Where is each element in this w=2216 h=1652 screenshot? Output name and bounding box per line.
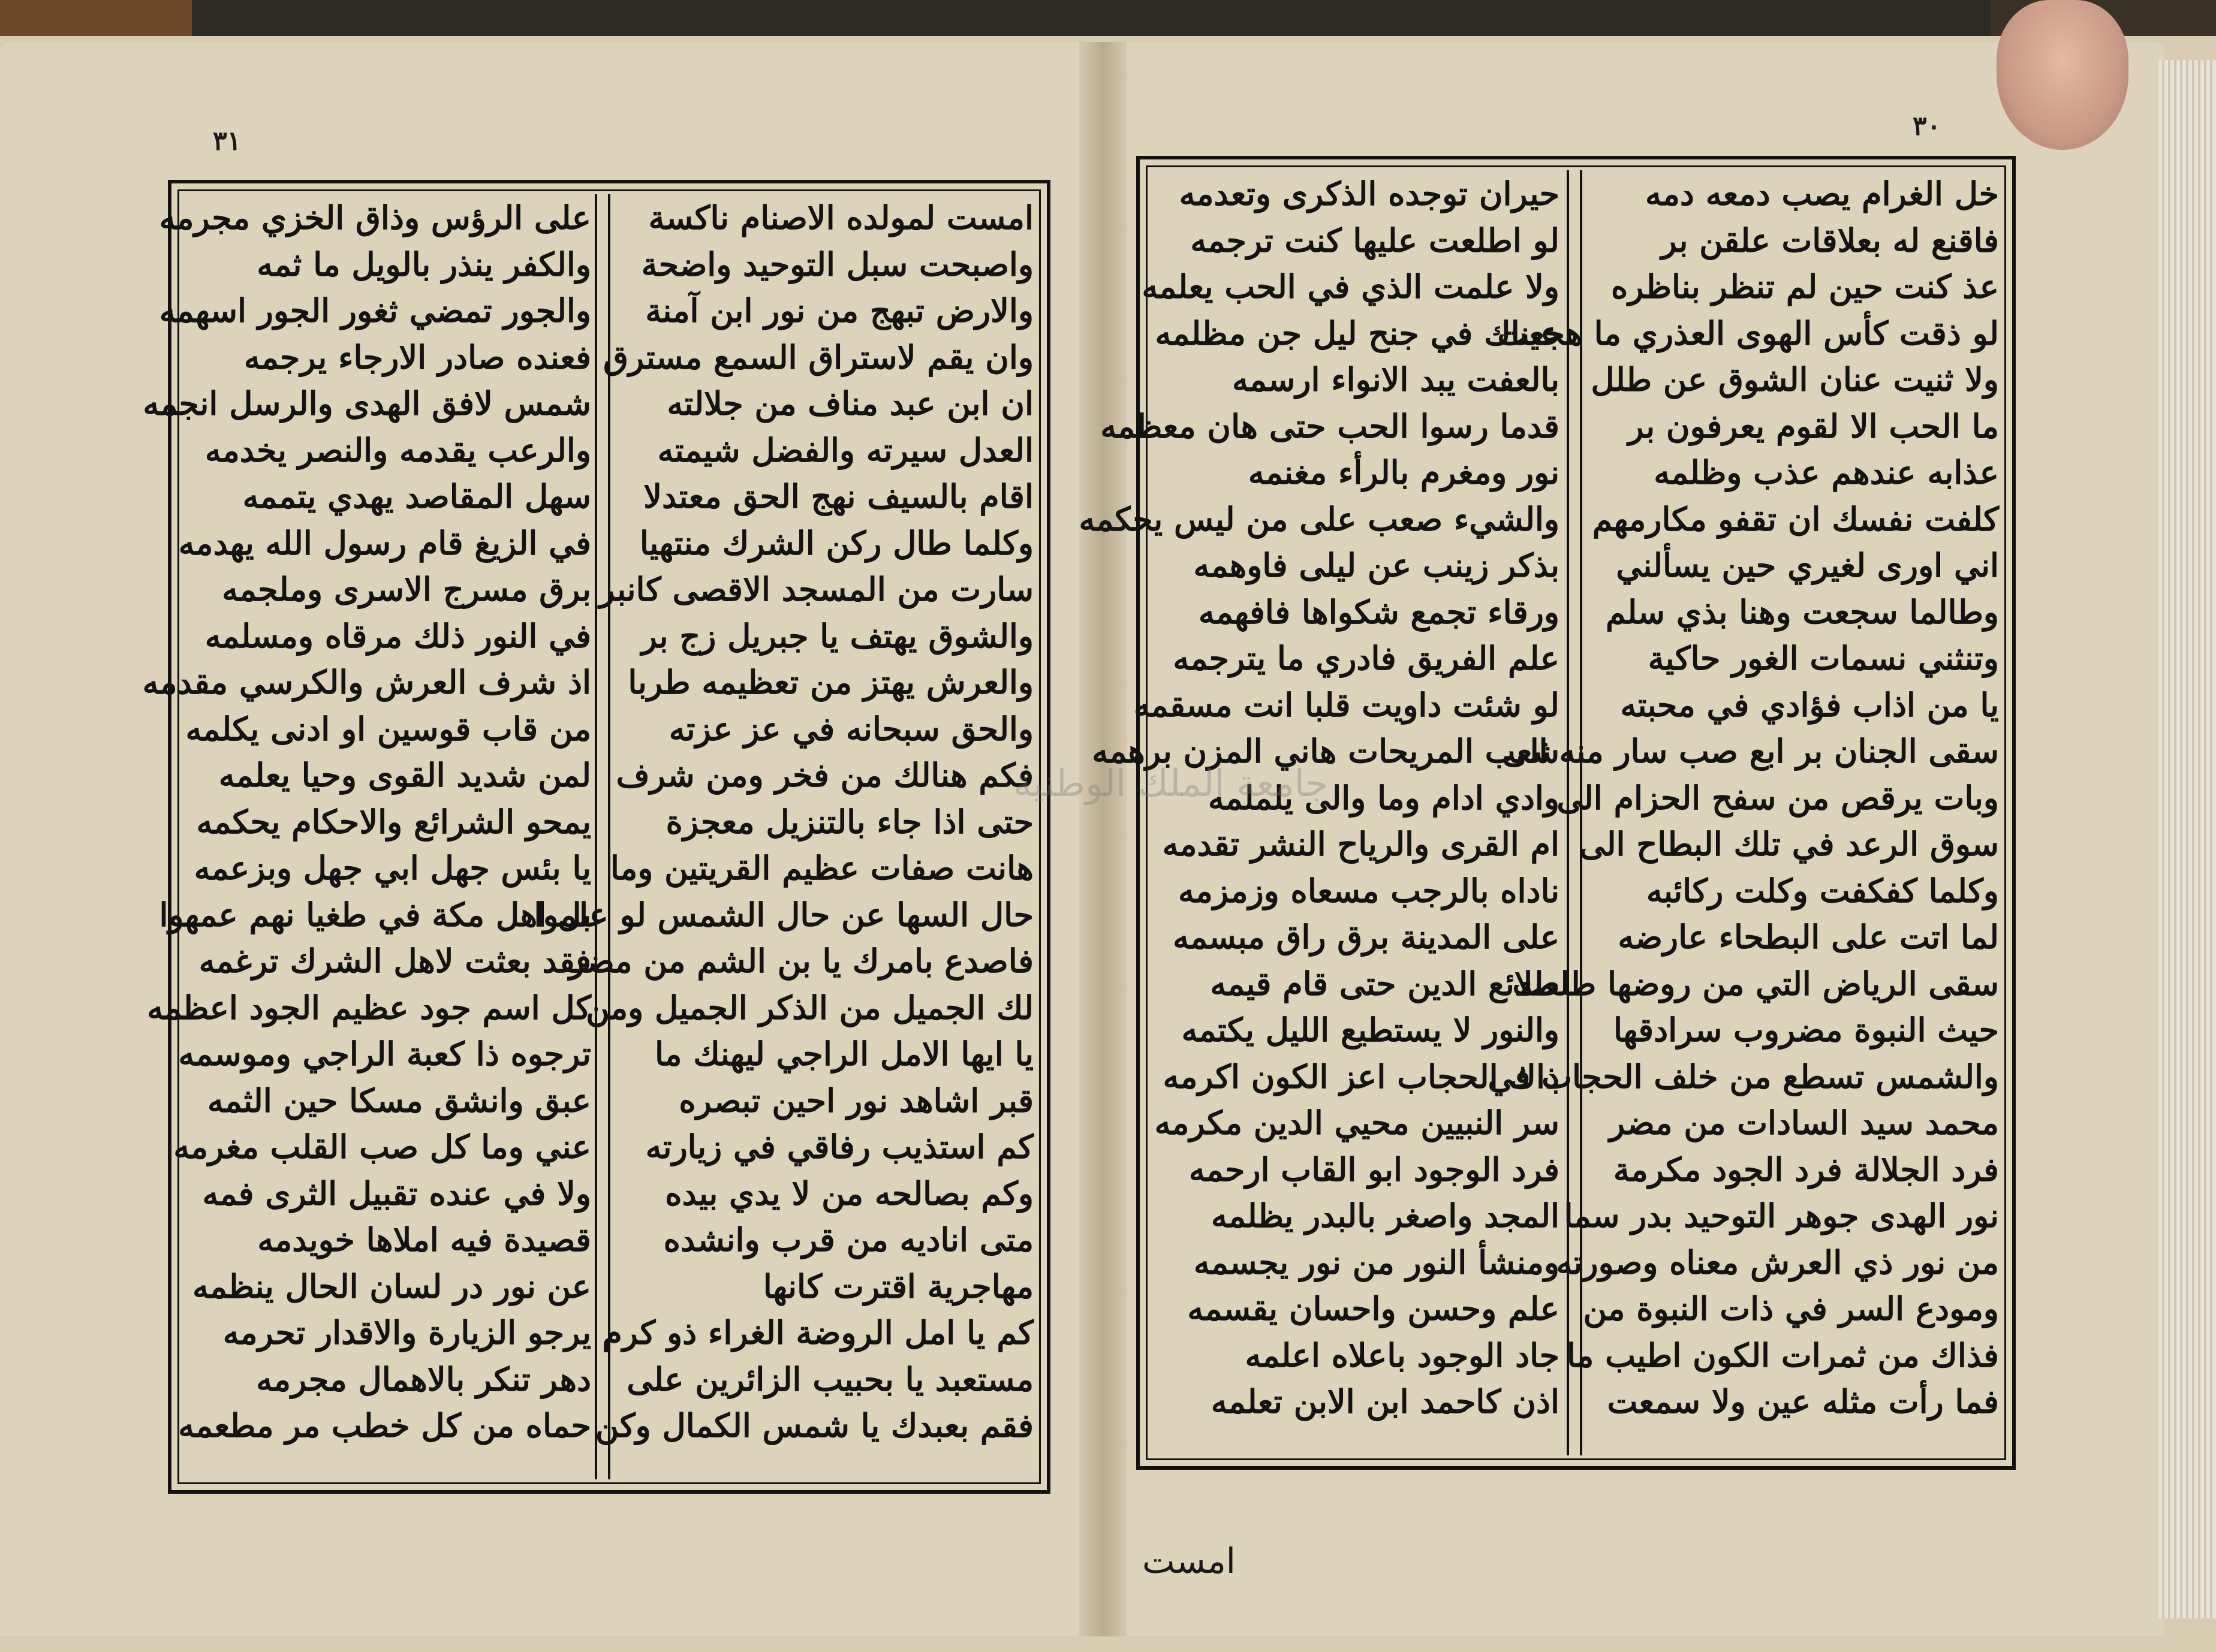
- verse-line: لما اتت على البطحاء عارضه: [1618, 918, 1999, 956]
- verse-line: فما رأت مثله عين ولا سمعت: [1607, 1382, 1999, 1421]
- verse-line: وبات يرقص من سفح الحزام الى: [1556, 778, 1999, 817]
- verse-line: عذابه عندهم عذب وظلمه: [1654, 453, 1999, 492]
- verse-line: متى اناديه من قرب وانشده: [663, 1220, 1034, 1259]
- right-page-left-column: [1079, 174, 1559, 1448]
- verse-line: ورقاء تجمع شكواها فافهمه: [1198, 592, 1559, 631]
- verse-line: ومودع السر في ذات النبوة من: [1583, 1289, 1999, 1328]
- verse-line: فكم هنالك من فخر ومن شرف: [616, 756, 1034, 794]
- page-number-left: ٣١: [213, 126, 242, 156]
- verse-line: لك الجميل من الذكر الجميل ومن: [586, 988, 1034, 1027]
- page-number-right: ٣٠: [1913, 111, 1941, 141]
- verse-line: وكلما كفكفت وكلت ركائبه: [1646, 871, 1999, 910]
- verse-line: يا من اذاب فؤادي في محبته: [1620, 685, 1999, 724]
- verse-line: فرد الجلالة فرد الجود مكرمة: [1613, 1150, 1999, 1189]
- verse-line: والشمس تسطع من خلف الحجاب في: [1488, 1057, 1999, 1096]
- watermark: جامعة الملك الوطنية: [1013, 761, 1329, 805]
- verse-line: وكم بصالحه من لا يدي بيده: [665, 1174, 1034, 1213]
- left-page-text-frame: [142, 180, 1050, 1494]
- verse-line: لو شئت داويت قلبا انت مسقمه: [1133, 685, 1559, 724]
- verse-line: امست لمولده الاصنام ناكسة: [648, 198, 1034, 237]
- verse-line: اذ شرف العرش والكرسي مقدمه: [142, 663, 591, 701]
- verse-line: علم وحسن واحسان يقسمه: [1187, 1289, 1559, 1328]
- verse-line: حيران توجده الذكرى وتعدمه: [1179, 174, 1559, 213]
- verse-line: كلفت نفسك ان تقفو مكارمهم: [1592, 499, 1999, 538]
- verse-line: علم الفريق فادري ما يترجمه: [1173, 639, 1559, 677]
- verse-line: فقم بعبدك يا شمس الكمال وكن: [595, 1406, 1034, 1445]
- verse-line: فقد بعثت لاهل الشرك ترغمه: [198, 942, 591, 980]
- verse-line: والنور لا يستطيع الليل يكتمه: [1181, 1011, 1559, 1049]
- verse-line: ولا في عنده تقبيل الثرى فمه: [202, 1174, 591, 1213]
- left-page-right-column: [534, 198, 1034, 1472]
- verse-line: والحق سبحانه في عز عزته: [669, 709, 1034, 748]
- verse-line: نور ومغرم بالرأء مغنمه: [1248, 453, 1559, 492]
- verse-line: لو ذقت كأس الهوى العذري ما هجعت: [1497, 313, 1999, 352]
- verse-line: فاقنع له بعلاقات علقن بر: [1661, 221, 1999, 260]
- verse-line: واصبحت سبل التوحيد واضحة: [641, 245, 1034, 284]
- verse-line: حال السها عن حال الشمس لو علموا: [534, 895, 1034, 934]
- verse-line: يا بئس جهل ابي جهل وبزعمه: [194, 849, 591, 887]
- verse-line: حتى اذا جاء بالتنزيل معجزة: [666, 802, 1034, 841]
- verse-line: محمد سيد السادات من مضر: [1609, 1104, 1999, 1142]
- verse-line: سقى الجنان بر ابع صب سار منه الى: [1502, 732, 1999, 770]
- verse-line: ذاك الحجاب اعز الكون اكرمه: [1163, 1057, 1559, 1096]
- verse-line: وطالما سجعت وهنا بذي سلم: [1605, 592, 1999, 631]
- verse-line: وتنثني نسمات الغور حاكية: [1648, 639, 1999, 677]
- verse-line: خل الغرام يصب دمعه دمه: [1645, 174, 1999, 213]
- verse-line: شمس لافق الهدى والرسل انجمه: [143, 384, 591, 423]
- verse-line: ام القرى والرياح النشر تقدمه: [1162, 825, 1559, 863]
- verse-line: قبر اشاهد نور احين تبصره: [679, 1081, 1034, 1120]
- verse-line: ان ابن عبد مناف من جلالته: [667, 384, 1034, 423]
- verse-line: سر النبيين محيي الدين مكرمه: [1154, 1104, 1559, 1142]
- open-book: [0, 36, 2216, 1652]
- verse-line: لو اطلعت عليها كنت ترجمه: [1190, 221, 1559, 260]
- verse-line: يرجو الزيارة والاقدار تحرمه: [222, 1313, 591, 1352]
- verse-line: من قاب قوسين او ادنى يكلمه: [185, 709, 591, 748]
- verse-line: حماه من كل خطب مر مطعمه: [178, 1406, 591, 1445]
- verse-line: وادي ادام وما والى يلملمه: [1208, 778, 1559, 817]
- verse-line: سهل المقاصد يهدي يتممه: [242, 477, 591, 516]
- verse-line: ترجوه ذا كعبة الراجي وموسمه: [178, 1035, 591, 1073]
- left-column-divider: [595, 194, 610, 1479]
- verse-line: والشيء صعب على من ليس يحكمه: [1079, 499, 1559, 538]
- verse-line: دهر تنكر بالاهمال مجرمه: [256, 1359, 591, 1398]
- verse-line: سارت من المسجد الاقصى كانبر: [599, 570, 1034, 608]
- verse-line: كل اسم جود عظيم الجود اعظمه: [147, 988, 591, 1027]
- verse-line: ناداه بالرجب مسعاه وزمزمه: [1178, 871, 1559, 910]
- verse-line: لمن شديد القوى وحيا يعلمه: [218, 756, 591, 794]
- verse-line: والارض تبهج من نور ابن آمنة: [645, 291, 1034, 330]
- verse-line: يمحو الشرائع والاحكام يحكمه: [196, 802, 591, 841]
- verse-line: سوق الرعد في تلك البطاح الى: [1579, 825, 1999, 863]
- verse-line: بالعفت يبد الانواء ارسمه: [1232, 360, 1559, 399]
- verse-line: اني اورى لغيري حين يسألني: [1616, 546, 1999, 584]
- verse-line: قدما رسوا الحب حتى هان معظمه: [1100, 406, 1559, 445]
- page-edges: [2158, 60, 2216, 1618]
- verse-line: مهاجرية اقترت كانها: [763, 1267, 1034, 1306]
- verse-line: ولا علمت الذي في الحب يعلمه: [1142, 267, 1559, 306]
- verse-line: على الرؤس وذاق الخزي مجرمه: [159, 198, 591, 237]
- verse-line: عيناك في جنح ليل جن مظلمه: [1155, 313, 1559, 352]
- verse-line: طلائع الدين حتى قام قيمه: [1210, 964, 1559, 1003]
- right-page-right-column: [1488, 174, 1999, 1448]
- right-page-text-frame: [1079, 156, 2016, 1470]
- verse-line: يا ايها الامل الراجي ليهنك ما: [655, 1035, 1034, 1073]
- verse-line: نور الهدى جوهر التوحيد بدر سما: [1564, 1196, 1999, 1235]
- verse-line: اذن كاحمد ابن الابن تعلمه: [1211, 1382, 1559, 1421]
- verse-line: فذاك من ثمرات الكون اطيب ما: [1566, 1336, 1999, 1374]
- book-gutter: [1079, 42, 1127, 1636]
- verse-line: اقام بالسيف نهج الحق معتدلا: [643, 477, 1034, 516]
- verse-line: في الزيغ قام رسول الله يهدمه: [178, 523, 591, 562]
- left-page-left-column: [142, 198, 591, 1472]
- verse-line: في النور ذلك مرقاه ومسلمه: [204, 616, 591, 655]
- background-cloth: [192, 0, 1991, 36]
- verse-line: العدل سيرته والفضل شيمته: [657, 430, 1034, 469]
- verse-line: بذكر زينب عن ليلى فاوهمه: [1193, 546, 1559, 584]
- verse-line: على المدينة برق راق مبسمه: [1173, 918, 1559, 956]
- verse-line: عن نور در لسان الحال ينظمه: [192, 1267, 591, 1306]
- verse-line: بل اهل مكة في طغيا نهم عمهوا: [159, 895, 591, 934]
- verse-line: فرد الوجود ابو القاب ارحمه: [1188, 1150, 1559, 1189]
- verse-line: عني وما كل صب القلب مغرمه: [173, 1128, 591, 1166]
- finger: [1997, 0, 2128, 150]
- verse-line: مستعبد يا بحبيب الزائرين على: [627, 1359, 1034, 1398]
- verse-line: جاد الوجود باعلاه اعلمه: [1245, 1336, 1559, 1374]
- verse-line: والرعب يقدمه والنصر يخدمه: [204, 430, 591, 469]
- verse-line: ومنشأ النور من نور يجسمه: [1193, 1243, 1559, 1282]
- verse-line: والكفر ينذر بالويل ما ثمه: [257, 245, 591, 284]
- verse-line: برق مسرج الاسرى وملجمه: [222, 570, 591, 608]
- catchword: امست: [1142, 1541, 1236, 1581]
- verse-line: سقى الرياض التي من روضها طلعت: [1512, 964, 1999, 1003]
- verse-line: فاصدع بامرك يا بن الشم من مضر: [569, 942, 1034, 980]
- verse-line: شعب المريحات هاني المزن برهمه: [1092, 732, 1559, 770]
- verse-line: قصيدة فيه املاها خويدمه: [257, 1220, 591, 1259]
- verse-line: ما الحب الا لقوم يعرفون بر: [1628, 406, 1999, 445]
- verse-line: كم يا امل الروضة الغراء ذو كرم: [602, 1313, 1034, 1352]
- verse-line: والجور تمضي ثغور الجور اسهمه: [159, 291, 591, 330]
- verse-line: المجد واصغر بالبدر يظلمه: [1211, 1196, 1559, 1235]
- verse-line: ولا ثنيت عنان الشوق عن طلل: [1591, 360, 1999, 399]
- verse-line: حيث النبوة مضروب سرادقها: [1613, 1011, 1999, 1049]
- verse-line: كم استذيب رفاقي في زيارته: [645, 1128, 1034, 1166]
- verse-line: عبق وانشق مسكا حين الثمه: [207, 1081, 591, 1120]
- verse-line: من نور ذي العرش معناه وصورته: [1556, 1243, 1999, 1282]
- verse-line: وكلما طال ركن الشرك منتهيا: [639, 523, 1034, 562]
- verse-line: هانت صفات عظيم القريتين وما: [610, 849, 1034, 887]
- verse-line: فعنده صادر الارجاء يرجمه: [243, 337, 591, 376]
- verse-line: وان يقم لاستراق السمع مسترق: [603, 337, 1034, 376]
- verse-line: عذ كنت حين لم تنظر بناظره: [1610, 267, 1999, 306]
- verse-line: والشوق يهتف يا جبريل زج بر: [641, 616, 1034, 655]
- verse-line: والعرش يهتز من تعظيمه طربا: [628, 663, 1034, 701]
